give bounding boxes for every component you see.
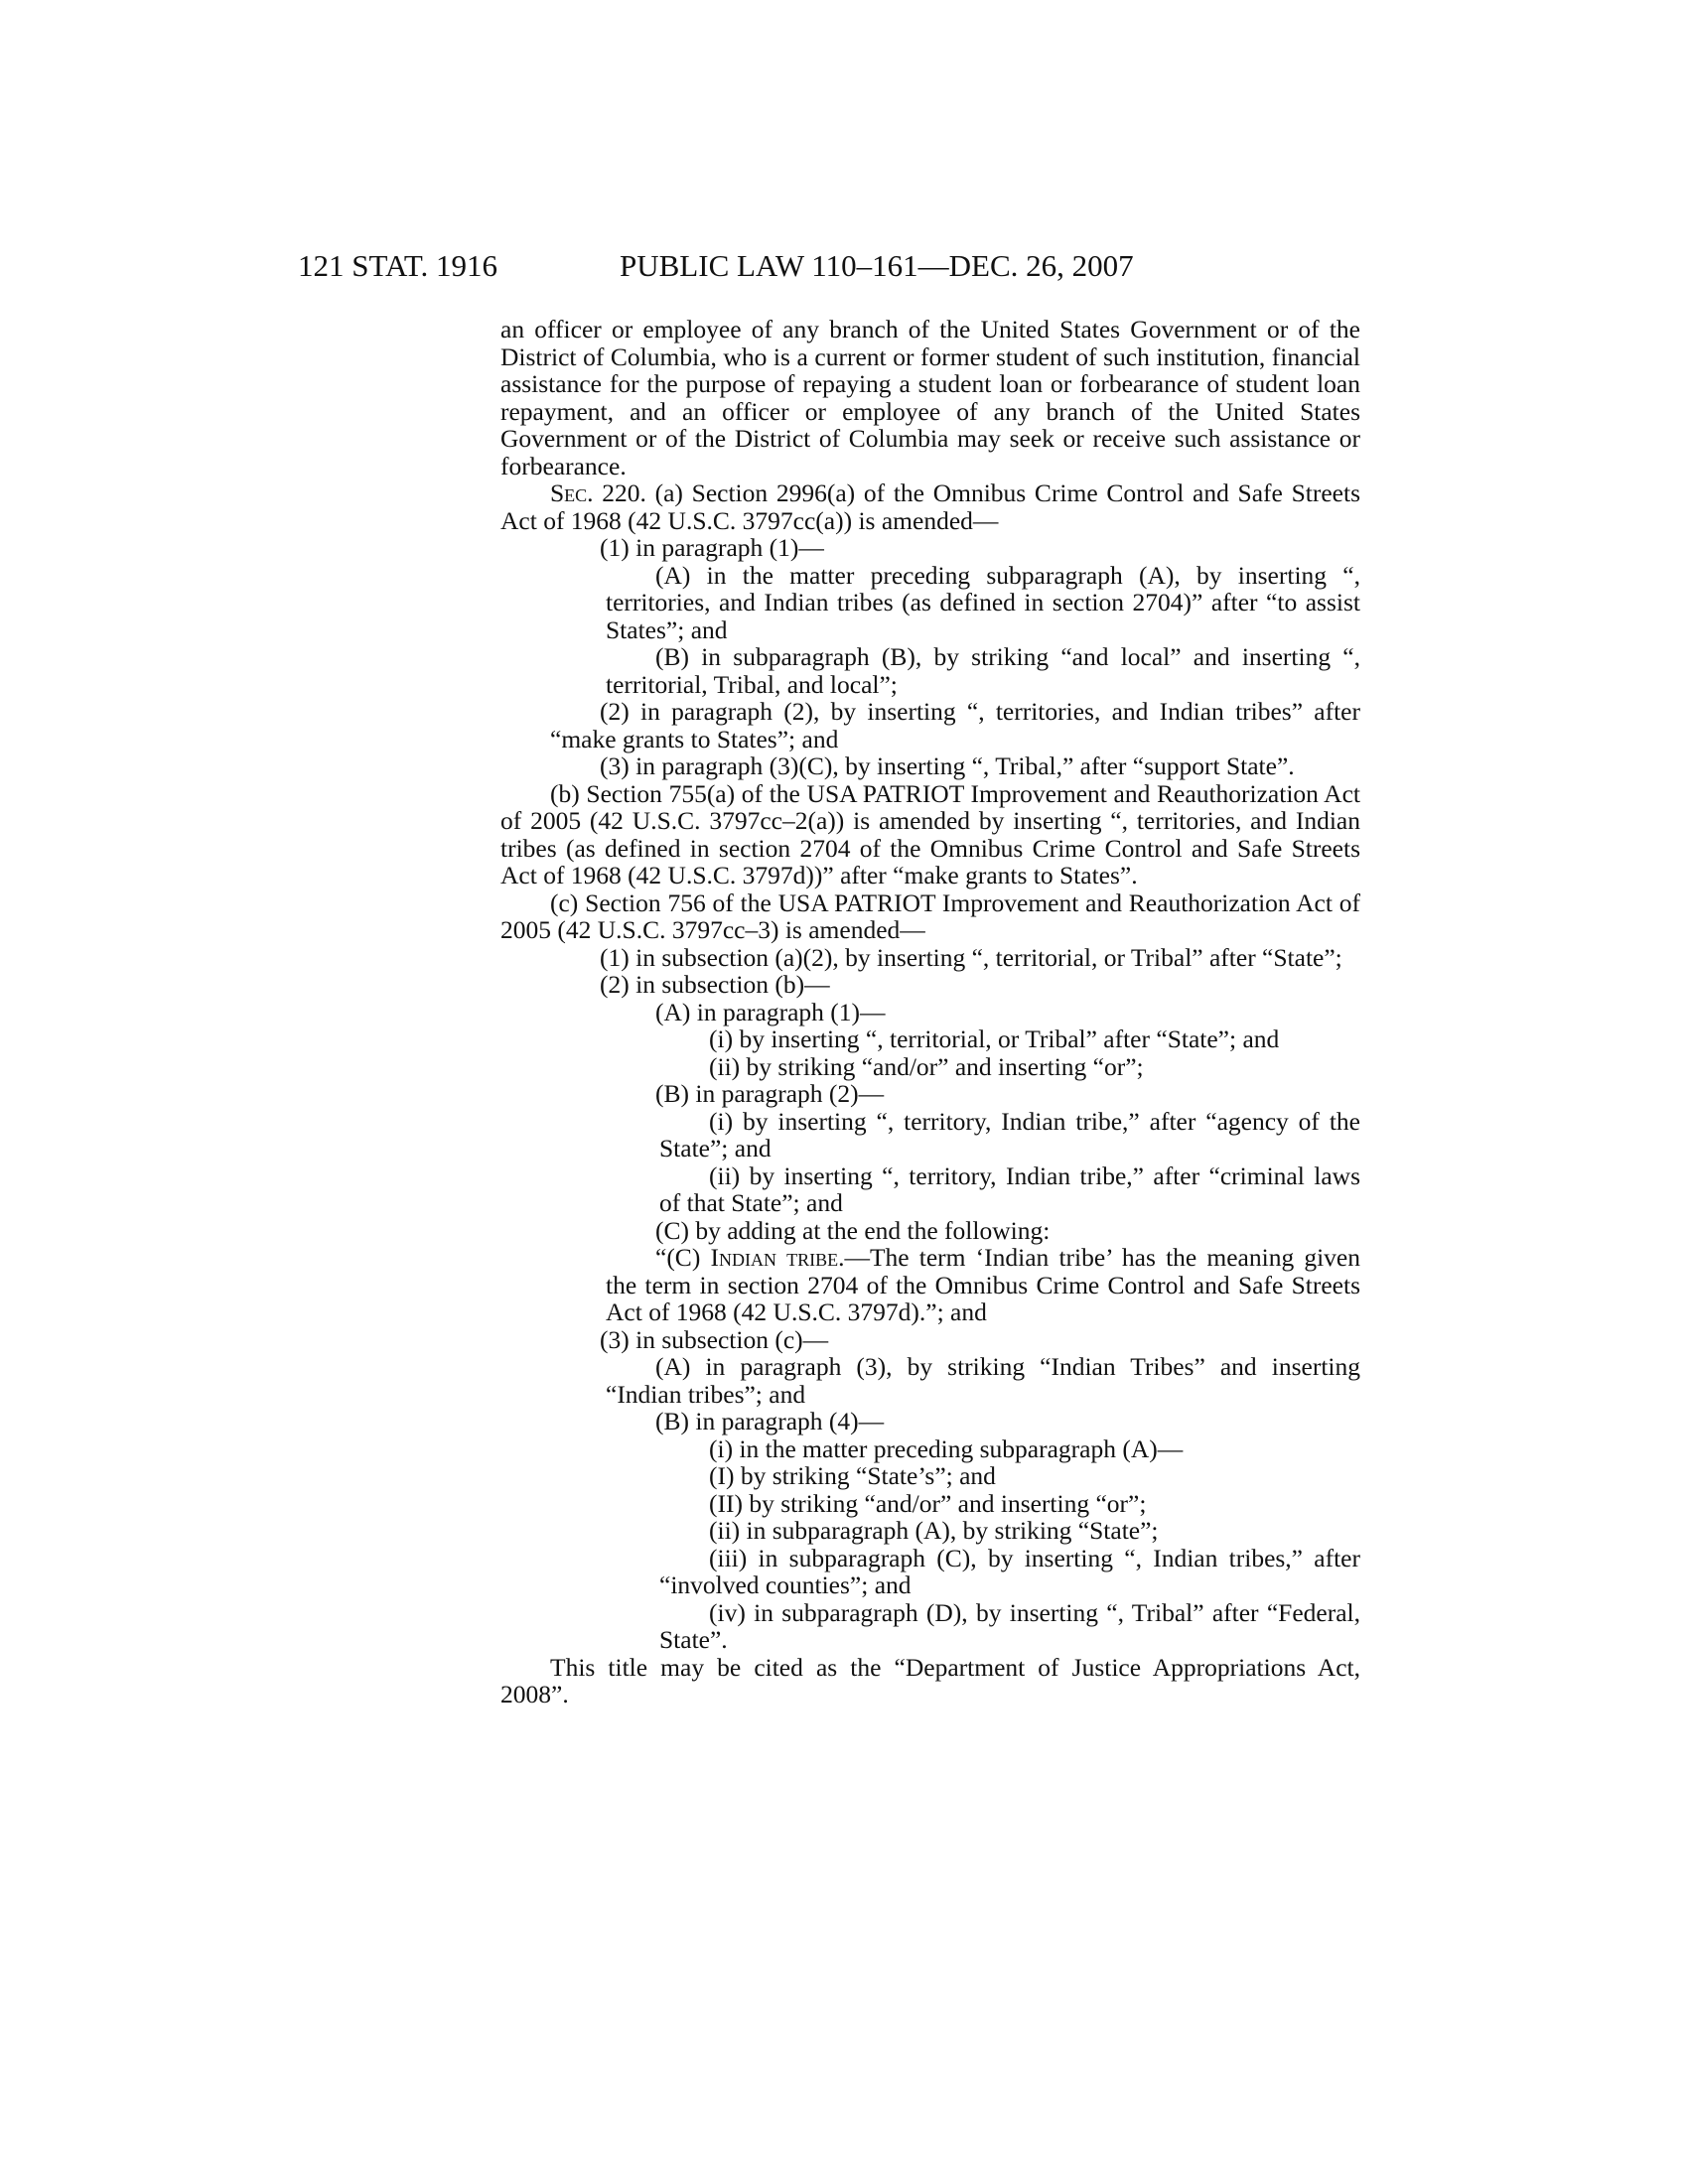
paragraph-a-3: (3) in paragraph (3)(C), by inserting “, Tribal,” after “support State”.: [600, 751, 1295, 780]
paragraph-c-3-B-iv: (iv) in subparagraph (D), by inserting “, Tribal” after “Federal, State”.: [659, 1597, 1360, 1654]
definition-text: .—The term ‘Indian tribe’ has the meaning given the term in section 2704 of the Omnibus Crime Control and Safe Streets Act of 1968 (42 U.S.C. 3797d).”; and: [606, 1243, 1360, 1326]
paragraph-c-2-A-i: (i) by inserting “, territorial, or Tribal” after “State”; and: [709, 1024, 1280, 1053]
paragraph-c-3-A: (A) in paragraph (3), by striking “Indian Tribes” and inserting “Indian tribes”; and: [606, 1352, 1360, 1409]
page-header: [0, 246, 1688, 286]
paragraph-c-2-B-i: (i) by inserting “, territory, Indian tribe,” after “agency of the State”; and: [659, 1106, 1360, 1162]
paragraph-c-3-B-i: (i) in the matter preceding subparagraph (A)—: [709, 1433, 1184, 1463]
section-220-text: 220. (a) Section 2996(a) of the Omnibus Crime Control and Safe Streets Act of 1968 (42 U.S.C. 3797cc(a)) is amended—: [500, 478, 1360, 535]
paragraph-c-3-B-i-II: (II) by striking “and/or” and inserting “or”;: [709, 1488, 1147, 1518]
document-body: [500, 316, 1360, 1708]
paragraph-c-3: (3) in subsection (c)—: [600, 1324, 829, 1354]
paragraph-a-2: (2) in paragraph (2), by inserting “, territories, and Indian tribes” after “make grants to States”; and: [550, 697, 1360, 753]
paragraph-c-3-B-iii: (iii) in subparagraph (C), by inserting “, Indian tribes,” after “involved counties”; and: [659, 1543, 1360, 1599]
paragraph-a-1-A: (A) in the matter preceding subparagraph (A), by inserting “, territories, and Indian tribes (as defined in section 2704)” after “to assist States”; and: [606, 560, 1360, 644]
paragraph-c-1: (1) in subsection (a)(2), by inserting “, territorial, or Tribal” after “State”;: [600, 942, 1342, 972]
subsection-c: (c) Section 756 of the USA PATRIOT Improvement and Reauthorization Act of 2005 (42 U.S.C. 3797cc–3) is amended—: [500, 887, 1360, 944]
paragraph-c-3-B-ii: (ii) in subparagraph (A), by striking “State”;: [709, 1516, 1159, 1545]
paragraph-c-2-A-ii: (ii) by striking “and/or” and inserting “or”;: [709, 1051, 1144, 1081]
subsection-b: (b) Section 755(a) of the USA PATRIOT Improvement and Reauthorization Act of 2005 (42 U.S.C. 3797cc–2(a)) is amended by inserting “, territories, and Indian tribes (as defined in section 2704 of the Omnibus Crime Control and Safe Streets Act of 1968 (42 U.S.C. 3797d))” after “make grants to States”.: [500, 778, 1360, 889]
definition-term: Indian tribe: [710, 1243, 839, 1272]
paragraph-c-3-B-i-I: (I) by striking “State’s”; and: [709, 1461, 996, 1490]
paragraph-a-1: (1) in paragraph (1)—: [600, 533, 824, 562]
title-citation: This title may be cited as the “Department of Justice Appropriations Act, 2008”.: [500, 1652, 1360, 1708]
public-law-title: PUBLIC LAW 110–161—DEC. 26, 2007: [620, 248, 1134, 283]
definition-open: “(C): [655, 1243, 711, 1272]
paragraph-c-2-A: (A) in paragraph (1)—: [655, 997, 886, 1026]
paragraph-c-2-B: (B) in paragraph (2)—: [655, 1079, 885, 1108]
paragraph-c-2-B-ii: (ii) by inserting “, territory, Indian tribe,” after “criminal laws of that State”; and: [659, 1160, 1360, 1217]
paragraph-c-2-C: (C) by adding at the end the following:: [655, 1215, 1051, 1245]
paragraph-a-1-B: (B) in subparagraph (B), by striking “and local” and inserting “, territorial, Tribal, and local”;: [606, 642, 1360, 699]
section-label: Sec.: [550, 478, 594, 507]
paragraph-indian-tribe-definition: [606, 1244, 1360, 1326]
paragraph-c-3-B: (B) in paragraph (4)—: [655, 1407, 885, 1435]
paragraph-c-2: (2) in subsection (b)—: [600, 970, 830, 999]
section-220-intro: [500, 479, 1360, 534]
stat-reference: 121 STAT. 1916: [298, 248, 498, 283]
paragraph-continuation: an officer or employee of any branch of the United States Government or of the District of Columbia, who is a current or former student of such institution, financial assistance for the purpose of repaying a student loan or forbearance of student loan repayment, and an officer or employee of any branch of the United States Government or of the District of Columbia may seek or receive such assistance or forbearance.: [500, 315, 1360, 480]
